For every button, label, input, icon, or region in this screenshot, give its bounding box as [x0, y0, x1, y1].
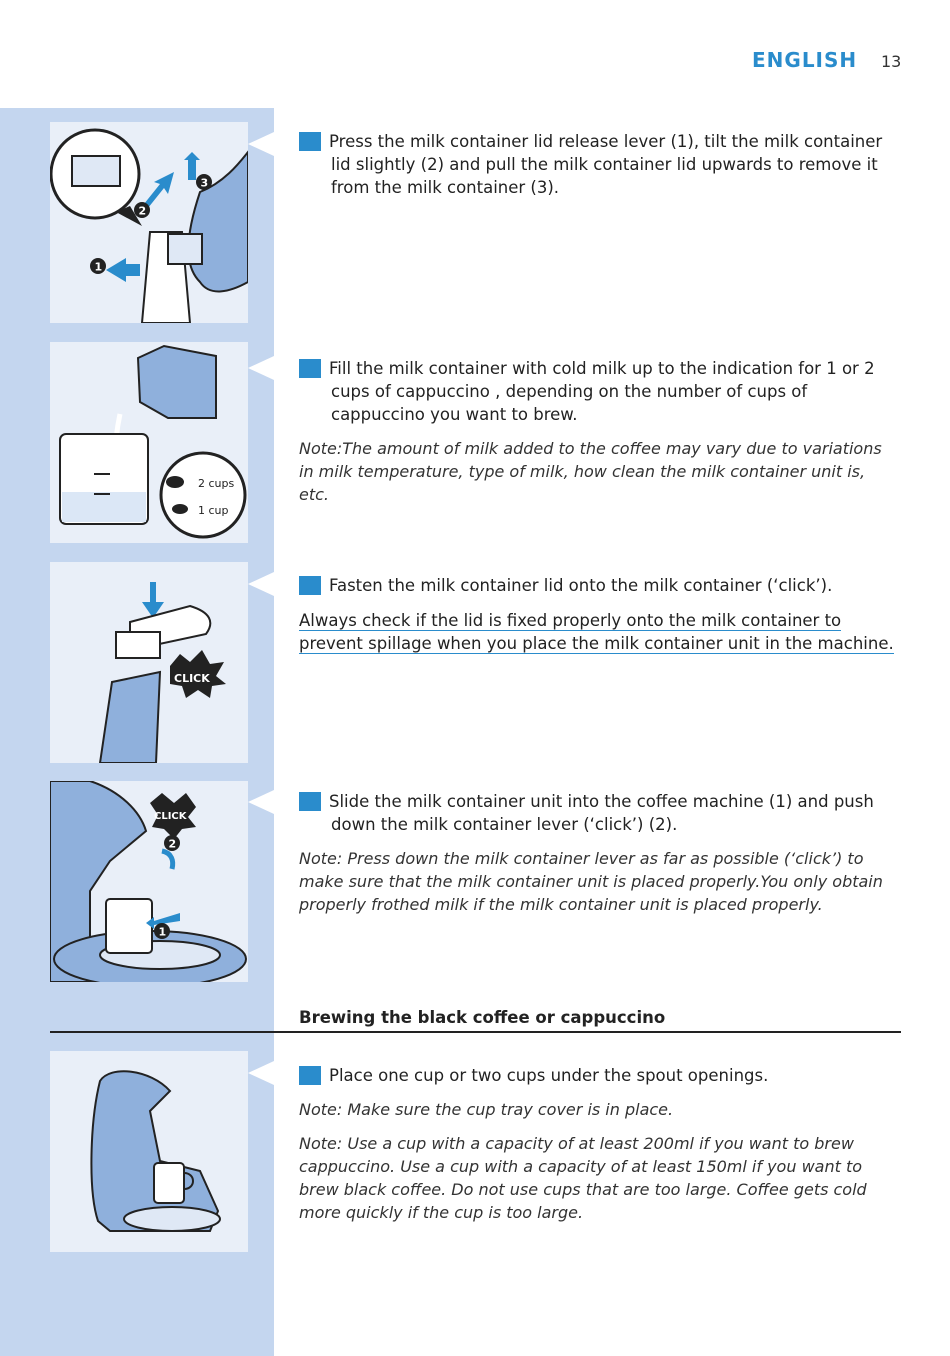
- cups-label-1: 1 cup: [198, 504, 229, 517]
- step-4: [289, 357, 899, 426]
- illustration-fasten-lid: [50, 562, 248, 763]
- callout-2b: 2: [168, 837, 177, 851]
- callout-3: 3: [200, 176, 209, 190]
- panel-notch: [248, 572, 274, 596]
- click-label-2: CLICK: [154, 811, 187, 822]
- step-text: Fill the milk container with cold milk up to the indication for 1 or 2 cups of cappuccino , depending on the number of cups of cappuccino you want to brew.: [329, 359, 875, 424]
- illustration-cup-placement: [50, 1051, 248, 1252]
- illustration-lid-removal: [50, 122, 248, 323]
- panel-notch: [248, 1061, 274, 1085]
- step-number: 4: [299, 359, 321, 378]
- section-divider: [50, 1031, 901, 1033]
- cups-label-2: 2 cups: [198, 477, 235, 490]
- step-6: [289, 790, 899, 836]
- panel-notch: [248, 790, 274, 814]
- step-3: [289, 130, 899, 199]
- callout-2: 2: [138, 204, 147, 218]
- header-language: ENGLISH: [752, 48, 858, 72]
- note-step-6: Note: Press down the milk container lever as far as possible (‘click’) to make sure that the milk container unit is placed properly.You only obtain properly frothed milk if the milk container unit is placed properly.: [299, 849, 883, 914]
- step-number: 1: [299, 1066, 321, 1085]
- step-text: Press the milk container lid release lever (1), tilt the milk container lid slightly (2) and pull the milk container lid upwards to remove it from the milk container (3).: [329, 132, 883, 197]
- brew-step-1: [289, 1064, 899, 1087]
- note-cup-capacity: Note: Use a cup with a capacity of at least 200ml if you want to brew cappuccino. Use a cup with a capacity of at least 150ml if you want to brew black coffee. Do not use cups that are too large. Coffee gets cold more quickly if the cup is too large.: [299, 1134, 867, 1222]
- illustration-fill-milk: [50, 342, 248, 543]
- note-step-4: Note:The amount of milk added to the coffee may vary due to variations in milk temperature, type of milk, how clean the milk container unit is, etc.: [299, 439, 882, 504]
- step-number: 6: [299, 792, 321, 811]
- step-number: 3: [299, 132, 321, 151]
- panel-notch: [248, 132, 274, 156]
- warning-text: [299, 609, 899, 655]
- warning-underlined: Always check if the lid is fixed properly onto the milk container to prevent spillage when you place the milk container unit in the machine.: [299, 611, 894, 653]
- note-cup-tray: Note: Make sure the cup tray cover is in place.: [299, 1100, 674, 1119]
- illustration-slide-unit: [50, 781, 248, 982]
- panel-notch: [248, 356, 274, 380]
- step-text: Place one cup or two cups under the spout openings.: [329, 1066, 769, 1085]
- page-number: 13: [881, 52, 902, 71]
- section-title: Brewing the black coffee or cappuccino: [299, 1008, 666, 1027]
- step-number: 5: [299, 576, 321, 595]
- click-label: CLICK: [174, 672, 210, 685]
- step-5: [289, 574, 899, 597]
- step-text: Slide the milk container unit into the coffee machine (1) and push down the milk container lever (‘click’) (2).: [329, 792, 874, 834]
- callout-1: 1: [94, 260, 103, 274]
- step-text: Fasten the milk container lid onto the milk container (‘click’).: [329, 576, 833, 595]
- callout-1b: 1: [158, 925, 167, 939]
